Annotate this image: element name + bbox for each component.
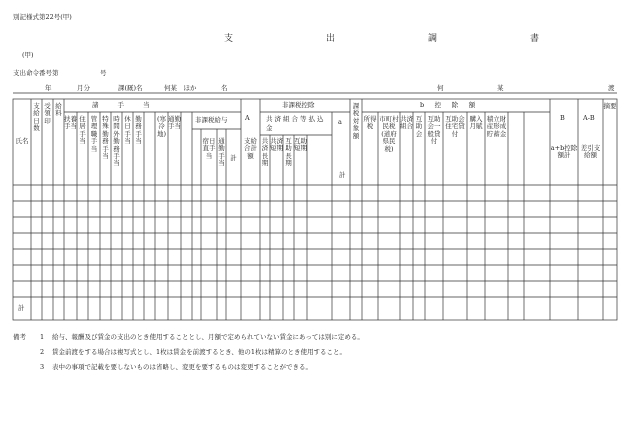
col-taxable-amount: 課税対象額 (352, 102, 360, 140)
col-nontax-commute: 通勤手当 (218, 137, 225, 168)
col-B-label: B (560, 114, 565, 122)
col-general-loan: 互助会一般貸付 (427, 115, 441, 146)
col-overtime-allowance: 時間外勤務手当 (113, 115, 120, 168)
col-a-label: a (338, 118, 342, 126)
deduct-nontax-group-header: 非課税控除 (282, 101, 315, 109)
col-assist-long: 互助長期 (285, 137, 292, 168)
col-a-total: 計 (339, 171, 346, 179)
col-manager-allowance: 管理職手当 (90, 115, 98, 153)
col-mutual-short: 共済短期 (270, 137, 283, 153)
payee-suffix: 渡 (608, 84, 615, 92)
form-variant-label: (甲) (22, 51, 34, 59)
order-number-suffix: 号 (100, 69, 107, 77)
col-mutual-long: 共済長期 (261, 137, 269, 168)
count-label: 名 (221, 84, 228, 92)
col-family-allowance: 扶養手当 (64, 115, 77, 131)
col-pay-total: 支給合計額 (244, 137, 257, 160)
note-3-number: 3 (40, 363, 45, 371)
year-label: 年 (45, 84, 52, 92)
col-work-allowance: 勤務手当 (135, 115, 142, 146)
notes-label: 備考 (13, 333, 26, 341)
form-number: 別記様式第22号(甲) (13, 13, 72, 21)
col-asset-savings: 積立財産形成貯蓄金 (486, 115, 507, 138)
col-cold-region-allowance: (寒冷地) (156, 115, 167, 138)
note-2-text: 賃金前渡をする場合は複写式とし、1枚は賃金を前渡するとき、他の1枚は精算のとき使用すること。 (52, 348, 347, 356)
col-night-duty-allowance: 宿日直手当 (202, 137, 216, 160)
col-holiday-allowance: 休日手当 (124, 115, 131, 146)
dept-label: 課(厩)名 (118, 84, 143, 92)
order-number-label: 支出命令番号第 (13, 69, 59, 77)
col-receipt-seal: 受領印 (44, 102, 51, 125)
total-row-label: 計 (18, 304, 25, 312)
col-housing-loan: 互助会住宅貸付 (445, 115, 465, 138)
col-purchase-installment: 購入月賦 (469, 115, 483, 131)
col-name: 氏名 (15, 137, 29, 145)
document-title: 支 出 調 書 (224, 34, 582, 44)
month-label: 月分 (77, 84, 90, 92)
allowances-group-header: 諸 手 当 (92, 101, 152, 109)
note-1-text: 給与、報酬及び賃金の支出のとき使用することとし、月額で定められていない賃金にあっては別に定める。 (52, 333, 364, 341)
staff-label: 何某 ほか (164, 84, 197, 92)
col-housing-allowance: 住居手当 (79, 115, 86, 146)
note-2-number: 2 (40, 348, 45, 356)
col-salary: 給料 (55, 102, 62, 118)
col-resident-tax: 市町村民税(道府県民税) (379, 115, 399, 153)
col-nontax-total: 計 (230, 154, 237, 162)
col-ab-deduction-total: a+b控除額計 (550, 144, 578, 160)
col-commute-allowance: 通勤手当 (168, 115, 181, 131)
note-3-text: 表中の事項で記載を要しないものは省略し、変更を要するものは変更することができる。 (52, 363, 312, 371)
col-mutual-aid-assoc: 共済組合 (400, 115, 413, 131)
note-1-number: 1 (40, 333, 45, 341)
col-A-minus-B-label: A-B (583, 114, 595, 122)
col-assist-short: 互助短期 (294, 137, 307, 153)
col-net-payment: 差引支給額 (580, 144, 601, 160)
col-assist-assoc: 互助会 (415, 115, 423, 138)
nontax-group-header: 非課税給与 (195, 116, 228, 124)
col-A-label: A (245, 114, 250, 122)
col-remarks: 摘要 (603, 102, 617, 110)
col-special-duty-allowance: 特殊勤務手当 (102, 115, 109, 161)
mutual-aid-group-header: 共済組合等払込金 (266, 115, 326, 132)
payee-name: 何 某 (437, 84, 505, 92)
deduction-group-header: b 控 除 額 (420, 101, 478, 109)
col-pay-days: 支給日数 (33, 102, 40, 133)
col-income-tax: 所得税 (363, 115, 377, 131)
